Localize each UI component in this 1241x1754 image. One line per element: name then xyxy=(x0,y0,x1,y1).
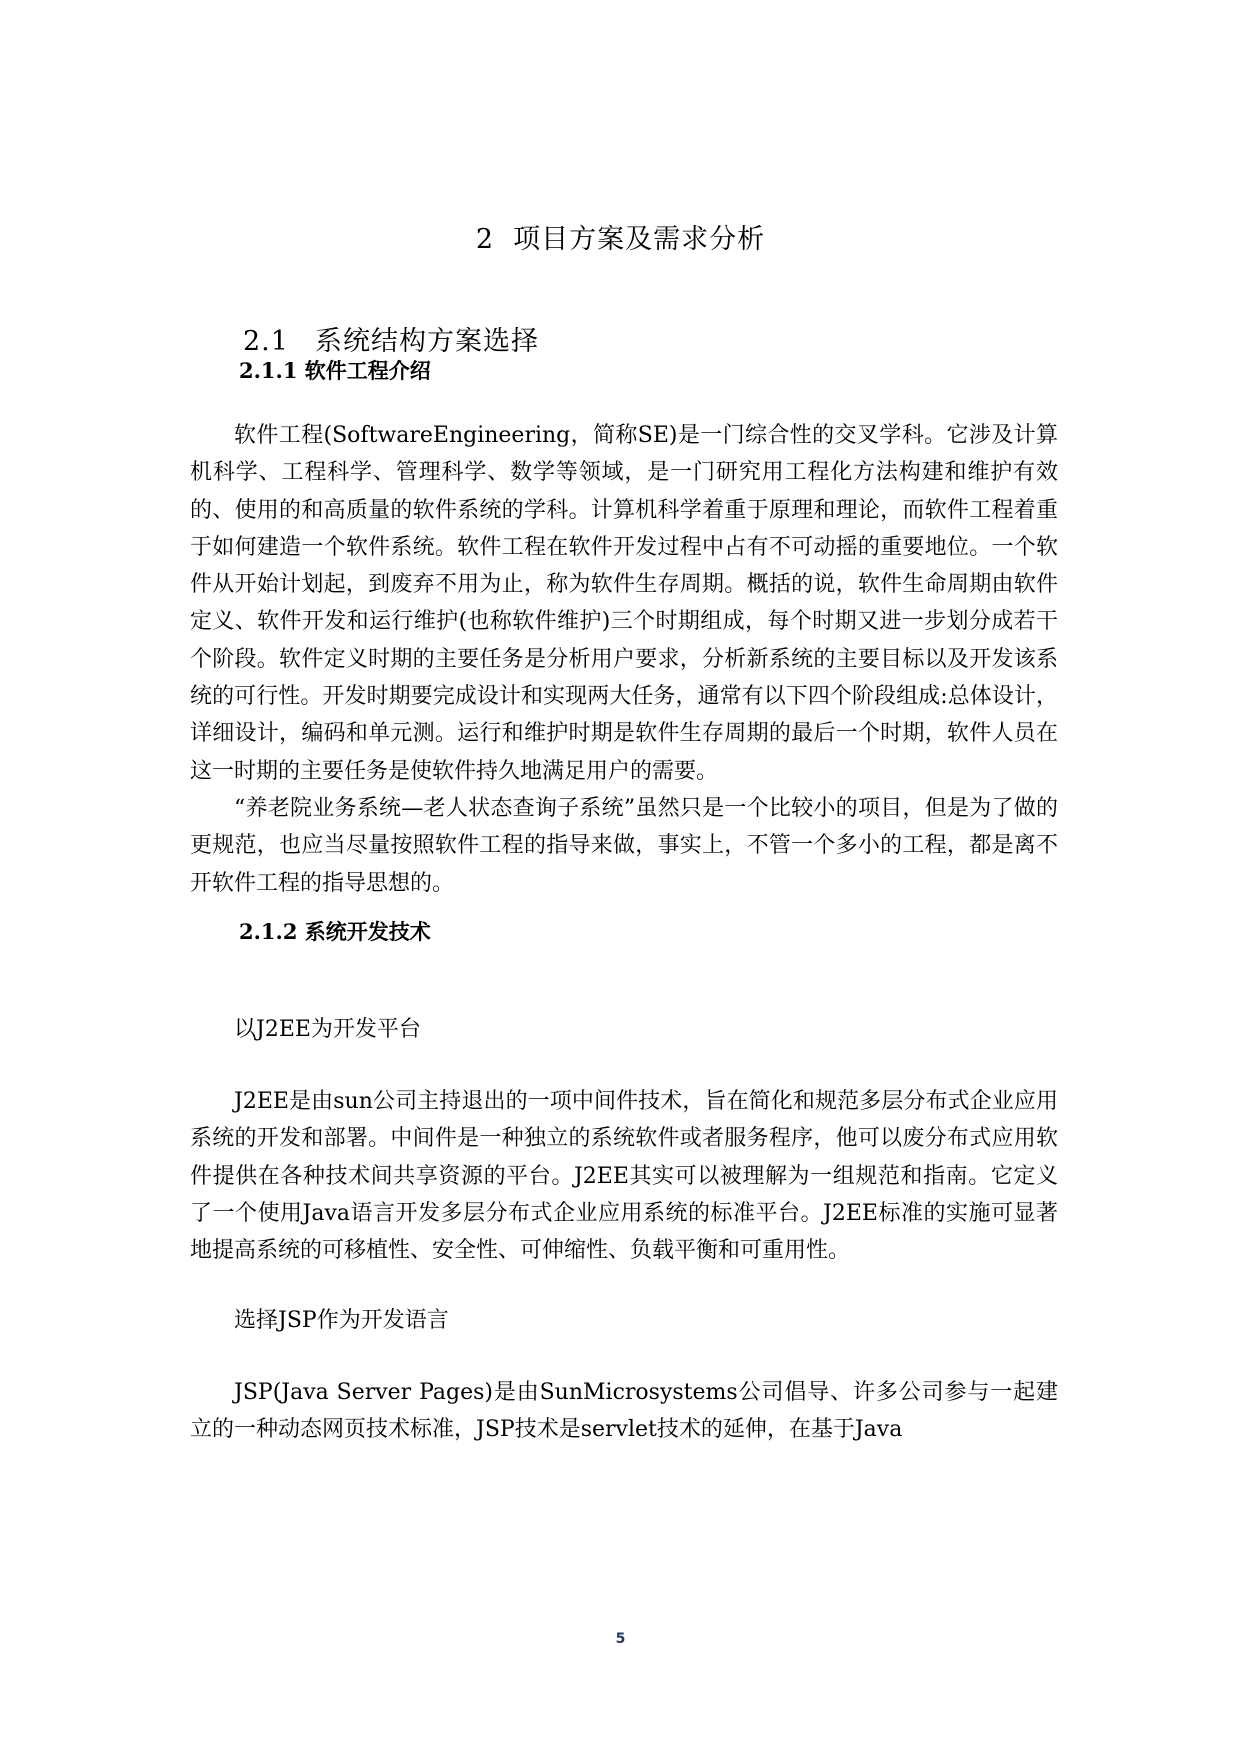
paragraph-software-engineering: 软件工程(SoftwareEngineering，简称SE)是一门综合性的交叉学科。它涉及计算机科学、工程科学、管理科学、数学等领域，是一门研究用工程化方法构建和维护有效的、使用的和高质量的软件系统的学科。计算机科学着重于原理和理论，而软件工程着重于如何建造一个软件系统。软件工程在软件开发过程中占有不可动摇的重要地位。一个软件从开始计划起，到废弃不用为止，称为软件生存周期。概括的说，软件生命周期由软件定义、软件开发和运行维护(也称软件维护)三个时期组成，每个时期又进一步划分成若干个阶段。软件定义时期的主要任务是分析用户要求，分析新系统的主要目标以及开发该系统的可行性。开发时期要完成设计和实现两大任务，通常有以下四个阶段组成:总体设计，详细设计，编码和单元测。运行和维护时期是软件生存周期的最后一个时期，软件人员在这一时期的主要任务是使软件持久地满足用户的需要。 xyxy=(190,423,1058,784)
chapter-title xyxy=(0,220,1241,260)
section-number: 2.1 xyxy=(243,326,289,357)
paragraph-j2ee-heading: 以J2EE为开发平台 xyxy=(234,1017,421,1042)
paragraph-j2ee: J2EE是由sun公司主持退出的一项中间件技术，旨在简化和规范多层分布式企业应用系统的开发和部署。中间件是一种独立的系统软件或者服务程序，他可以废分布式应用软件提供在各种技术间共享资源的平台。J2EE其实可以被理解为一组规范和指南。它定义了一个使用Java语言开发多层分布式企业应用系统的标准平台。J2EE标准的实施可显著地提高系统的可移植性、安全性、可伸缩性、负载平衡和可重用性。 xyxy=(190,1089,1058,1264)
page-number: 5 xyxy=(615,1631,626,1647)
chapter-number: 2 xyxy=(475,224,494,255)
subsection-title-2-1-1: 2.1.1 软件工程介绍 xyxy=(239,358,431,383)
paragraph-jsp-heading: 选择JSP作为开发语言 xyxy=(234,1308,449,1333)
chapter-title-text: 项目方案及需求分析 xyxy=(513,224,766,255)
subsection-title-2-1-2: 2.1.2 系统开发技术 xyxy=(239,919,431,944)
paragraph-project-note: “养老院业务系统—老人状态查询子系统”虽然只是一个比较小的项目，但是为了做的更规范，也应当尽量按照软件工程的指导来做，事实上，不管一个多小的工程，都是离不开软件工程的指导思想的。 xyxy=(190,796,1058,896)
section-title-text: 系统结构方案选择 xyxy=(314,326,539,357)
paragraph-jsp: JSP(Java Server Pages)是由SunMicrosystems公司倡导、许多公司参与一起建立的一种动态网页技术标准，JSP技术是servlet技术的延伸，在基于Java xyxy=(190,1380,1058,1443)
